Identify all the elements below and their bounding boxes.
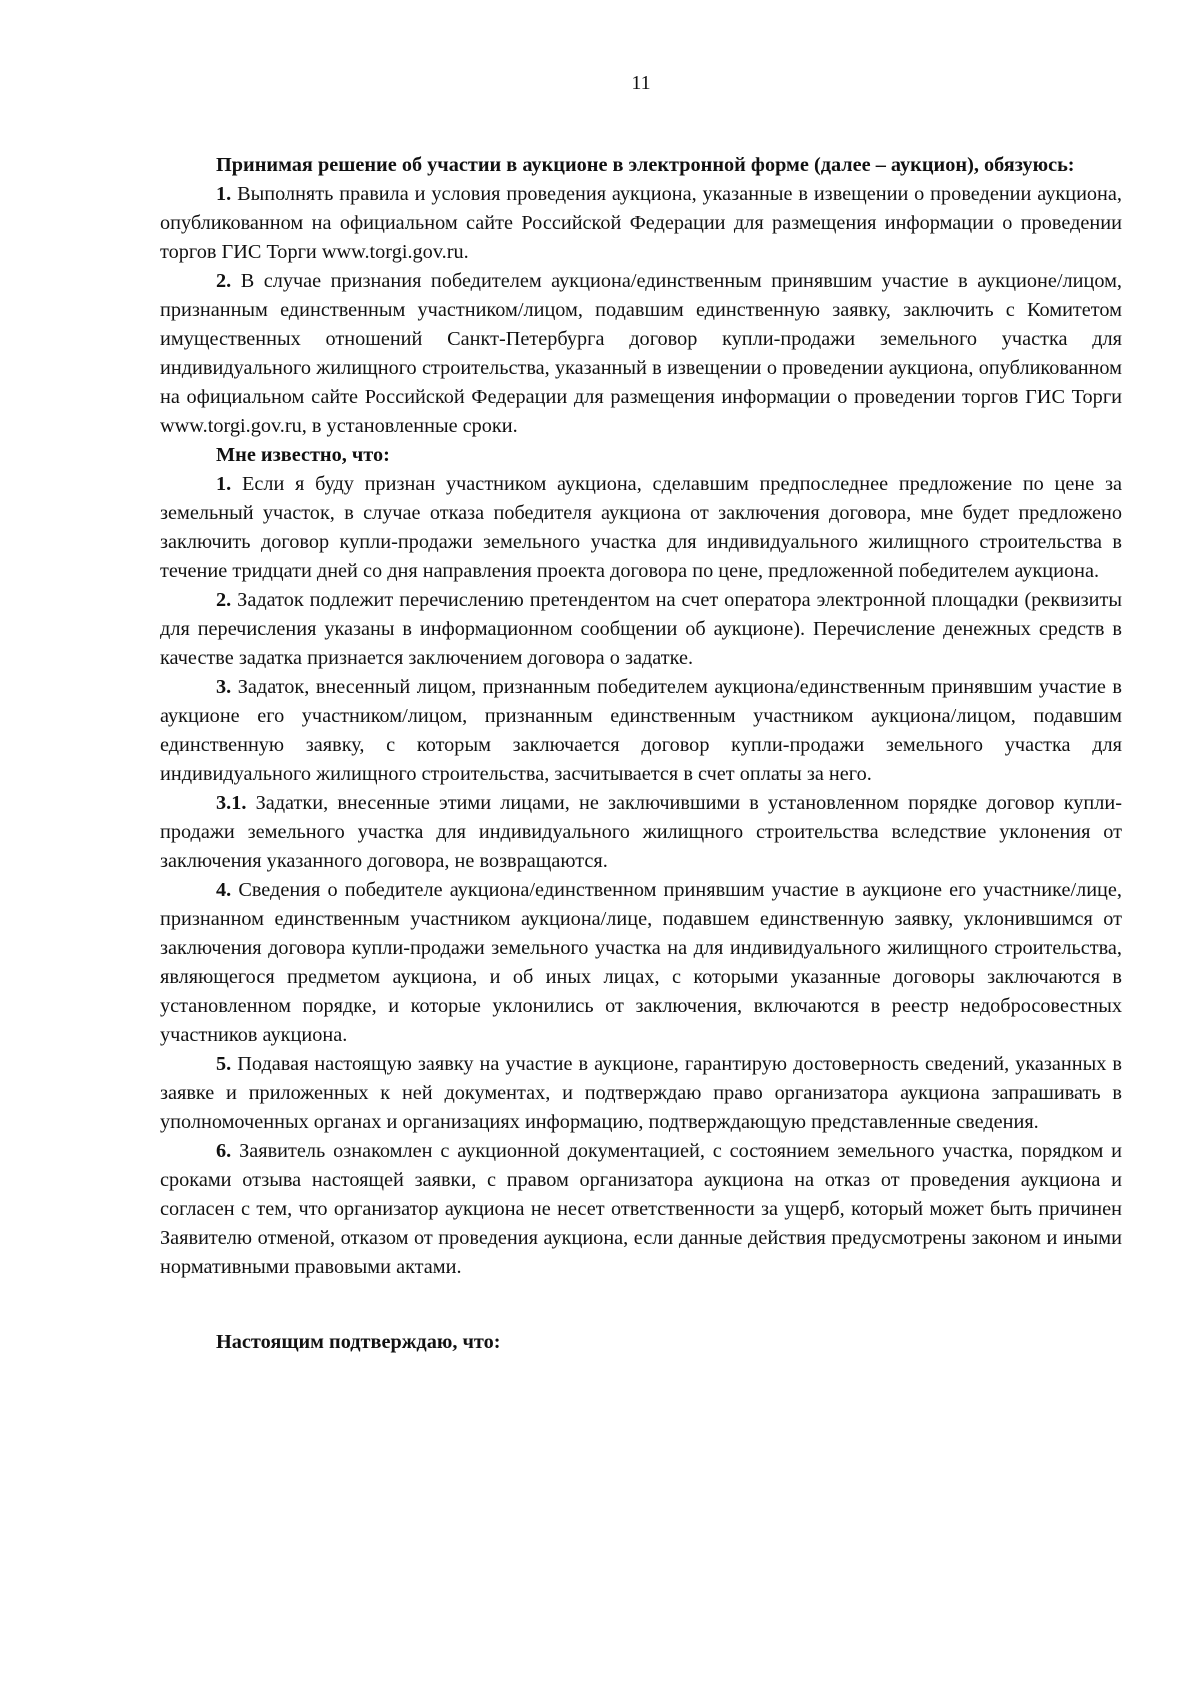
known-item-1 bbox=[160, 470, 1122, 586]
known-heading-text: Мне известно, что: bbox=[216, 444, 390, 466]
item-number: 1. bbox=[216, 183, 232, 205]
item-text: Выполнять правила и условия проведения аукциона, указанные в извещении о проведении аукциона, опубликованном на официальном сайте Российской Федерации для размещения информации о проведении торгов ГИС Торги www.torgi.gov.ru. bbox=[160, 183, 1122, 263]
item-text: Заявитель ознакомлен с аукционной документацией, с состоянием земельного участка, порядком и сроками отзыва настоящей заявки, с правом организатора аукциона на отказ от проведения аукциона и согласен с тем, что организатор аукциона не несет ответственности за ущерб, который может быть причинен Заявителю отменой, отказом от проведения аукциона, если данные действия предусмотрены законом и иными нормативными правовыми актами. bbox=[160, 1140, 1122, 1278]
intro-bold-text: Принимая решение об участии в аукционе в электронной форме (далее – аукцион), обязуюсь: bbox=[216, 154, 1075, 176]
item-number: 3.1. bbox=[216, 792, 247, 814]
known-item-4 bbox=[160, 876, 1122, 1050]
item-text: Если я буду признан участником аукциона, сделавшим предпоследнее предложение по цене за земельный участок, в случае отказа победителя аукциона от заключения договора, мне будет предложено заключить договор купли-продажи земельного участка для индивидуального жилищного строительства в течение тридцати дней со дня направления проекта договора по цене, предложенной победителем аукциона. bbox=[160, 473, 1122, 582]
item-text: Задатки, внесенные этими лицами, не заключившими в установленном порядке договор купли-продажи земельного участка для индивидуального жилищного строительства вследствие уклонения от заключения указанного договора, не возвращаются. bbox=[160, 792, 1122, 872]
item-number: 1. bbox=[216, 473, 232, 495]
section-spacer bbox=[160, 1282, 1122, 1328]
confirm-heading bbox=[160, 1328, 1122, 1357]
item-number: 2. bbox=[216, 270, 232, 292]
confirm-heading-text: Настоящим подтверждаю, что: bbox=[216, 1331, 501, 1353]
item-text: Подавая настоящую заявку на участие в аукционе, гарантирую достоверность сведений, указанных в заявке и приложенных к ней документах, и подтверждаю право организатора аукциона запрашивать в уполномоченных органах и организациях информацию, подтверждающую представленные сведения. bbox=[160, 1053, 1122, 1133]
known-heading bbox=[160, 441, 1122, 470]
known-item-6 bbox=[160, 1137, 1122, 1282]
page-number: 11 bbox=[631, 72, 651, 94]
known-item-3-1 bbox=[160, 789, 1122, 876]
item-number: 2. bbox=[216, 589, 232, 611]
item-number: 6. bbox=[216, 1140, 232, 1162]
known-item-3 bbox=[160, 673, 1122, 789]
item-text: В случае признания победителем аукциона/единственным принявшим участие в аукционе/лицом, признанным единственным участником/лицом, подавшим единственную заявку, заключить с Комитетом имущественных отношений Санкт-Петербурга договор купли-продажи земельного участка для индивидуального жилищного строительства, указанный в извещении о проведении аукциона, опубликованном на официальном сайте Российской Федерации для размещения информации о проведении торгов ГИС Торги www.torgi.gov.ru, в установленные сроки. bbox=[160, 270, 1122, 437]
intro-paragraph bbox=[160, 151, 1122, 180]
obligation-item-1 bbox=[160, 180, 1122, 267]
item-number: 4. bbox=[216, 879, 232, 901]
item-text: Сведения о победителе аукциона/единственном принявшим участие в аукционе его участнике/лице, признанном единственным участником аукциона/лице, подавшем единственную заявку, уклонившимся от заключения договора купли-продажи земельного участка на для индивидуального жилищного строительства, являющегося предметом аукциона, и об иных лицах, с которыми указанные договоры заключаются в установленном порядке, и которые уклонились от заключения, включаются в реестр недобросовестных участников аукциона. bbox=[160, 879, 1122, 1046]
known-item-2 bbox=[160, 586, 1122, 673]
item-text: Задаток подлежит перечислению претендентом на счет оператора электронной площадки (реквизиты для перечисления указаны в информационном сообщении об аукционе). Перечисление денежных средств в качестве задатка признается заключением договора о задатке. bbox=[160, 589, 1122, 669]
item-number: 5. bbox=[216, 1053, 232, 1075]
item-number: 3. bbox=[216, 676, 232, 698]
document-body bbox=[160, 151, 1122, 1357]
item-text: Задаток, внесенный лицом, признанным победителем аукциона/единственным принявшим участие в аукционе его участником/лицом, признанным единственным участником аукциона/лицом, подавшим единственную заявку, с которым заключается договор купли-продажи земельного участка для индивидуального жилищного строительства, засчитывается в счет оплаты за него. bbox=[160, 676, 1122, 785]
obligation-item-2 bbox=[160, 267, 1122, 441]
known-item-5 bbox=[160, 1050, 1122, 1137]
